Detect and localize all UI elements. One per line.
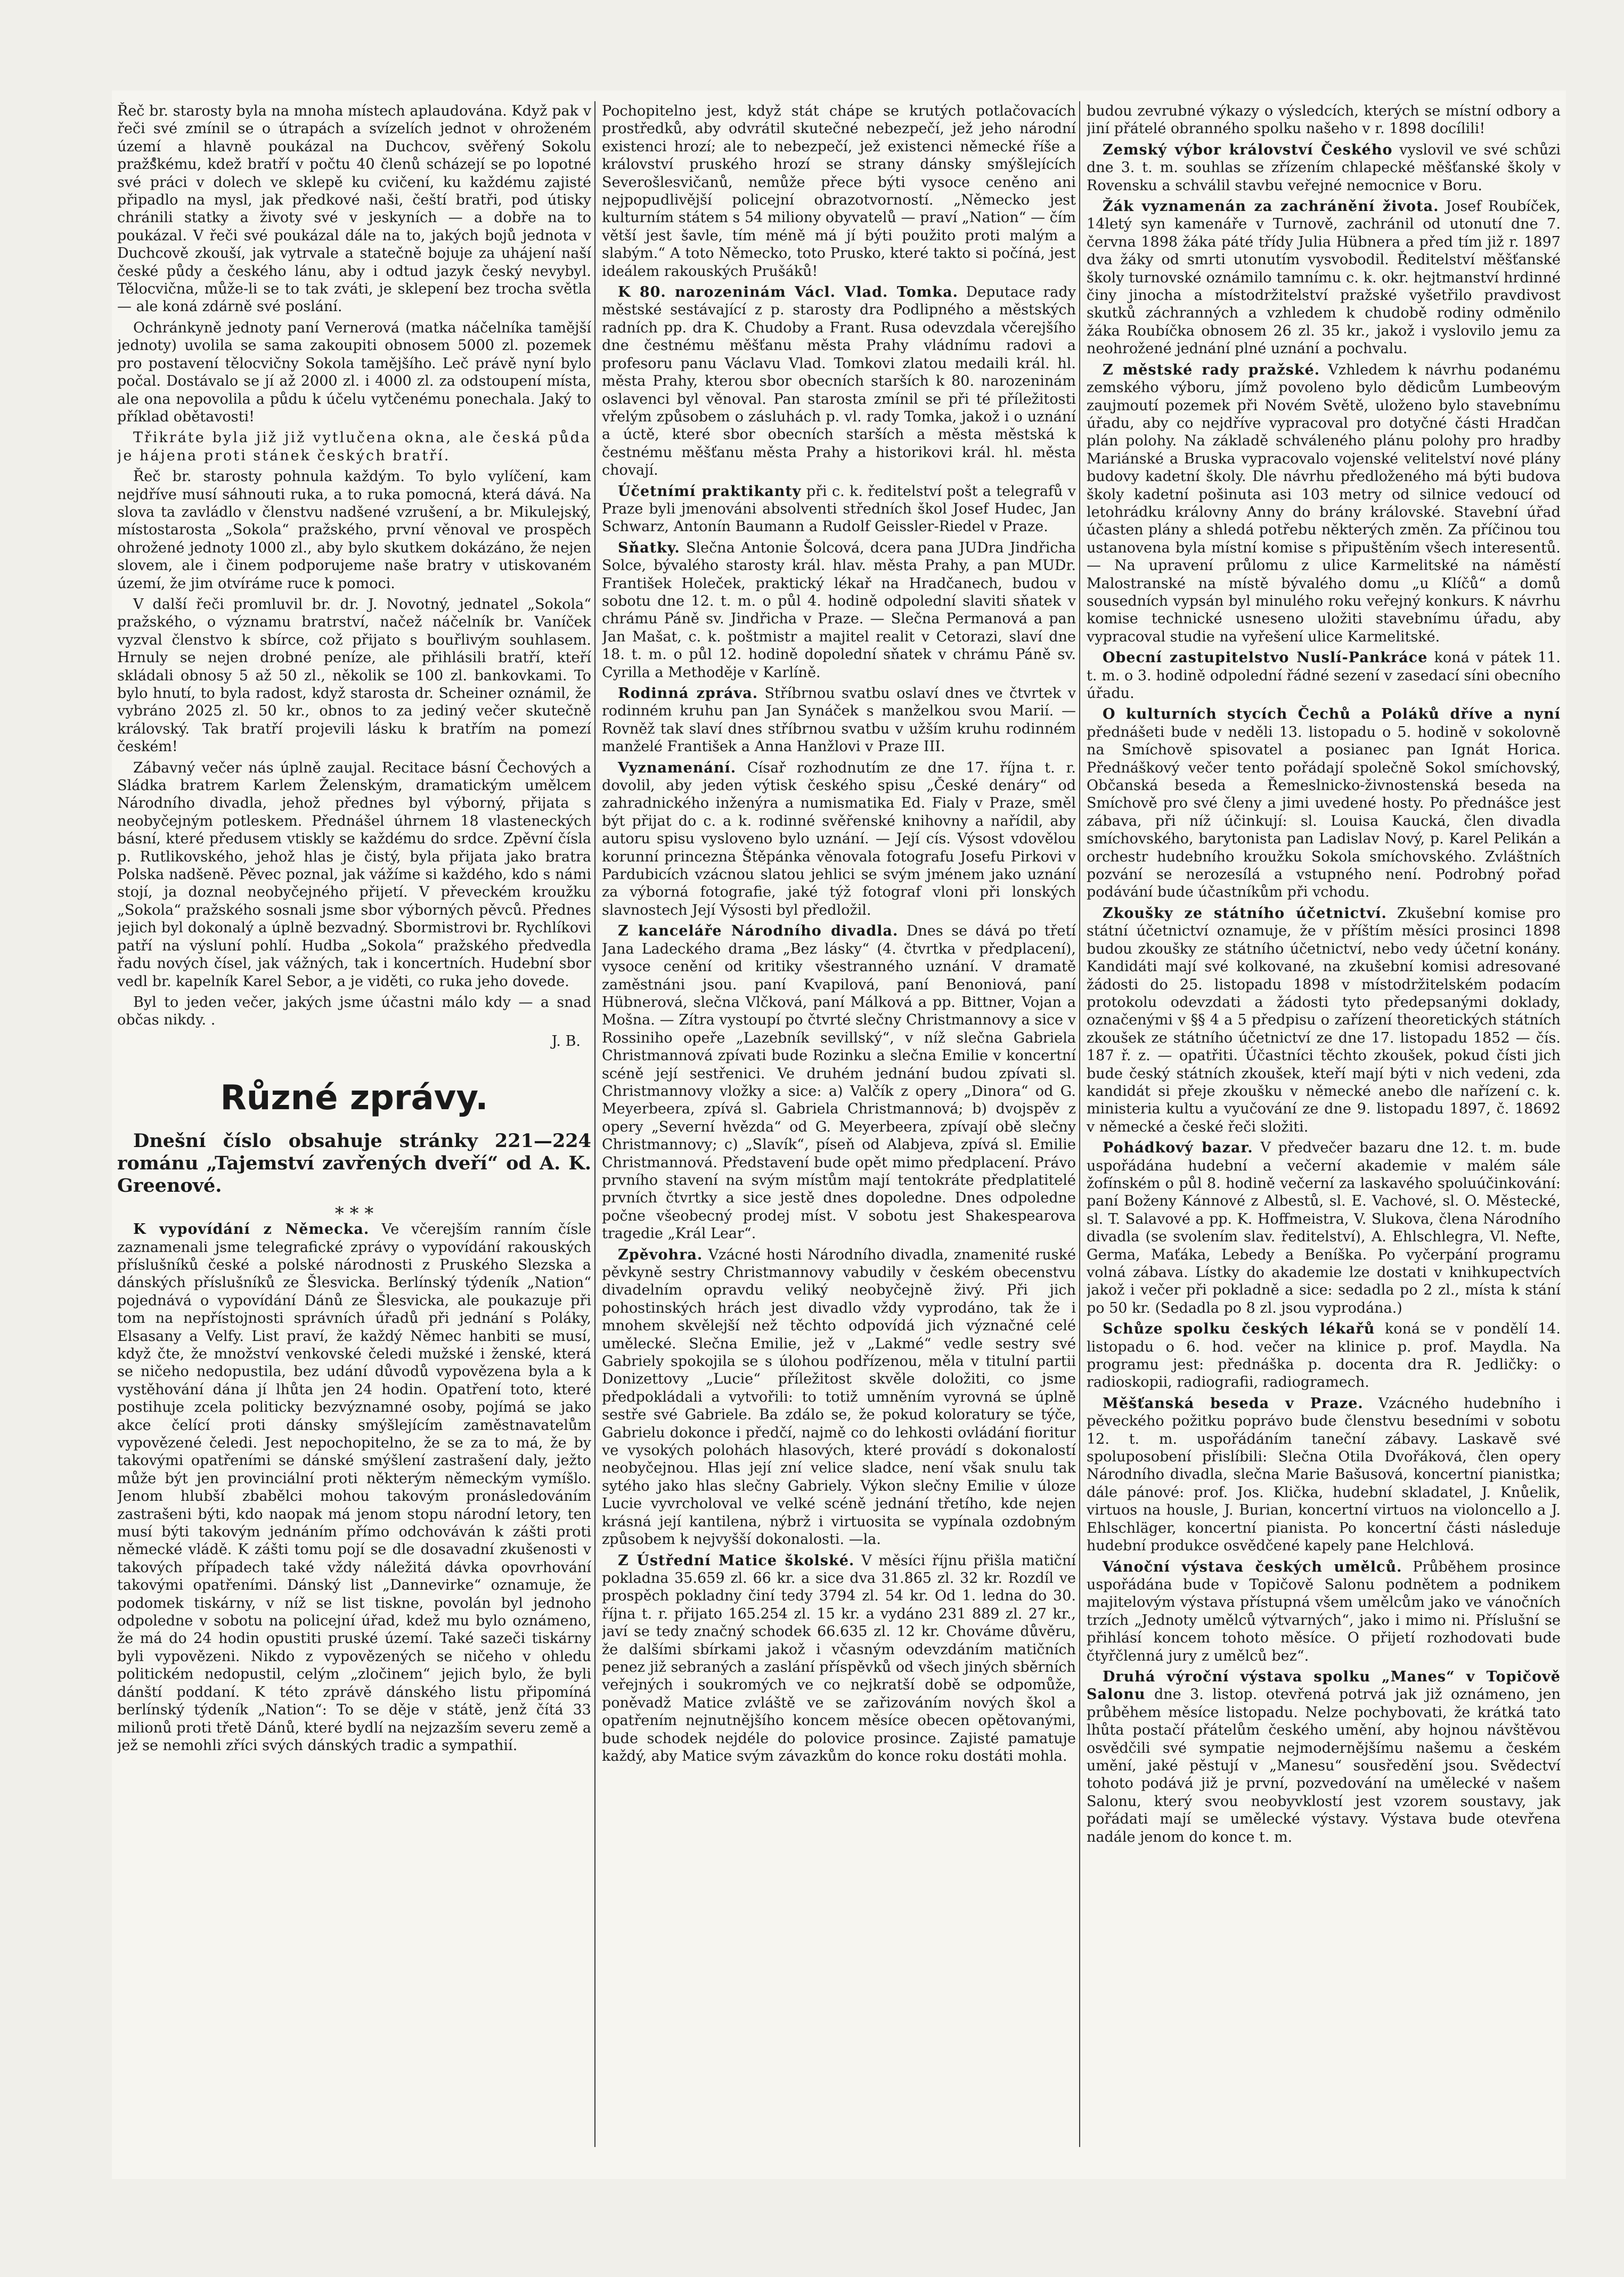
- news-text: vyslovil ve své schůzi dne 3. t. m. souhlas se zřízením chlapecké měšťanské školy v Rovensku a schválil stavbu veřejné nemocnice v Boru.: [1087, 141, 1561, 194]
- news-text: přednášeti bude v neděli 13. listopadu o 5. hodině v sokolovně na Smíchově spisovatel a posianec pan Ignát Horica. Přednáškový večer tento pořádají společně Sokol smíchovský, Občanská beseda a Řemeslnicko-živnostenská beseda na Smíchově pro své členy a jimi uvedené hosty. Po přednášce jest zábava, při níž účinkují: sl. Louisa Kaucká, člen divadla smíchovského, barytonista pan Ladislav Nový, p. Karel Pelikán a orchestr hudebního kroužku Sokola smíchovského. Zvláštních pozvání se nerozesílá a vstupného není. Podrobný pořad podávání bude účastníkům při vchodu.: [1087, 723, 1561, 901]
- news-headline: Schůze spolku českých lékařů: [1103, 1321, 1375, 1338]
- news-text: Josef Roubíček, 14letý syn kamenáře v Turnově, zachránil od utonutí dne 7. června 1898 žáka páté třídy Julia Hübnera a před tím již r. 1897 dva žáky od smrti utonutím vysvobodil. Ředitelství měšťanské školy turnovské oznámilo tamnímu c. k. okr. hejtmanství hrdinné činy jinocha a místodržitelství pražské vyšetřilo pravdivost skutků záchranných a vzhledem k chudobě rodiny odměnilo žáka Roubíčka obnosem 26 zl. 35 kr., jakož i vyslovilo jemu za neohrožené jednání plné uznání a pochvalu.: [1087, 198, 1561, 357]
- news-headline: Druhá výroční výstava spolku „Manes“ v Topičově Salonu: [1087, 1668, 1561, 1703]
- news-headline: Rodinná zpráva.: [618, 685, 758, 702]
- news-text: při c. k. ředitelství pošt a telegrafů v Praze byli jmenováni absolventi středních škol Josef Hudec, Jan Schwarz, Antonín Baumann a Rudolf Geissler-Riedel v Praze.: [602, 483, 1076, 535]
- news-headline: Měšťanská beseda v Praze.: [1103, 1395, 1364, 1412]
- news-headline: Účetnímí praktikanty: [618, 483, 802, 500]
- news-text: Průběhem prosince uspořádána bude v Topičově Salonu podnětem a podnikem majitelovým výstava přístupná všem umělcům jako ve vánočních trzích „Jednoty umělců výtvarných“, jako i mimo ni. Příslušní se přihlásí koncem tohoto měsíce. O přijetí rozhodovati bude čtyřčlenná jury z umělců bez“.: [1087, 1558, 1561, 1664]
- article-paragraph: Byl to jeden večer, jakých jsme účastni málo kdy — a snad občas nikdy. .: [117, 994, 591, 1029]
- news-headline: Vyznamenání.: [618, 759, 737, 776]
- newspaper-page: [112, 91, 1566, 2179]
- news-headline: Sňatky.: [618, 539, 680, 556]
- column-3: [1087, 102, 1561, 2179]
- news-headline: Pohádkový bazar.: [1103, 1140, 1253, 1157]
- news-text: Dnes se dává po třetí Jana Ladeckého drama „Bez lásky“ (4. čtvrtka v předplacení), vysoce cenění od kritiky všestranného uznání. V dramatě zaměstnáni jsou. paní Kvapilová, paní Benoniová, paní Hübnerová, slečna Vlčková, paní Málková a pp. Bittner, Vojan a Mošna. — Zítra vystoupí po čtvrté slečny Christmannovy a sice v Rossiniho opeře „Lazebník sevillský“, v níž slečna Gabriela Christmannová zpívati bude Rozinku a slečna Emilie v koncertní scéně její sestřenici. Ve druhém jednání budou zpívati sl. Christmannovy vložky a sice: a) Valčík z opery „Dinora“ od G. Meyerbeera, zpívá sl. Gabriela Christmannová; b) dvojspěv z opery „Severní hvězda“ od G. Meyerbeera, zpívají obě slečny Christmannovy; c) „Slavík“, píseň od Alabjeva, zpívá sl. Emilie Christmannová. Představení bude opět mimo předplacení. Právo prvního stavení na svým místům mají tentokráte předplatitelé prvních čtvrtky a sice jestě dnes dopoledne. Dnes odpoledne počne všeobecný prodej míst. V sobotu jest Shakespearova tragedie „Král Lear“.: [602, 923, 1076, 1242]
- article-paragraph: Řeč br. starosty pohnula každým. To bylo vylíčení, kam nejdříve musí sáhnouti ruka, a to ruka pomocná, která dává. Na slova ta zavládlo v členstvu nadšené vzrušení, a br. Mikulejský, místostarosta „Sokola“ pražského, první věnoval ve prospěch ohrožené jednoty 1000 zl., aby bylo skutkem dokázáno, že nejen slovem, ale i činem podporujeme naše bratry v utiskovaném území, že jim otvíráme ruce k pomoci.: [117, 468, 591, 592]
- article-signature: J. B.: [551, 1032, 581, 1050]
- column-divider-2: [1079, 101, 1080, 2147]
- news-text: koná v pátek 11. t. m. o 3. hodině odpolední řádné sezení v zasedací síni obecního úřadu.: [1087, 649, 1561, 702]
- column-divider-1: [594, 101, 595, 2147]
- news-text: Deputace rady městské sestávající z p. starosty dra Podlipného a městských radních pp. dra K. Chudoby a Frant. Rusa odevzdala včerejšího dne čestnému měšťanu města Prahy vládnímu radovi a profesoru panu Václavu Vlad. Tomkovi zlatou medaili král. hl. města Prahy, kterou sbor obecních starších k 80. narozeninám oslavenci byl věnoval. Pan starosta zmínil se při té příležitosti vřelým způsobem o zásluhách p. vl. rady Tomka, jakož i o uznání a úctě, které sbor obecních starších a města městská k čestnému měšťanu města Prahy a historikovi král. hl. města chovají.: [602, 284, 1076, 479]
- news-headline: Zemský výbor království Českého: [1103, 141, 1393, 158]
- news-text: V předvečer bazaru dne 12. t. m. bude uspořádána hudební a večerní akademie v malém sále žofínském o půl 8. hodině večerní za laskavého spoluúčinkování: paní Boženy Kánnové z Albestů, sl. E. Vachové, sl. O. Městecké, sl. T. Salavové a pp. K. Hoffmeistra, V. Slukova, člena Národního divadla (se svolením slav. ředitelství), A. Ehlschlegra, Vl. Nefte, Germa, Maťáka, Lebedy a Beníška. Po vyčerpání programu volná zábava. Lístky do akademie lze dostati v knihkupectvích jakož i večer při pokladně a sice: sedadla po 2 zl., místa k stání po 50 kr. (Sedadla po 8 zl. jsou vyprodána.): [1087, 1140, 1561, 1316]
- news-headline: O kulturních stycích Čechů a Poláků dříve a nyní: [1103, 706, 1561, 723]
- news-text: Slečna Antonie Šolcová, dcera pana JUDra Jindřicha Solce, bývalého starosty král. hlav. města Prahy, a pan MUDr. František Holeček, praktický lékař na Hradčanech, budou v sobotu dne 12. t. m. o půl 4. hodině odpolední slaviti sňatek v chrámu Páně sv. Jindřicha v Praze. — Slečna Permanová a pan Jan Mašat, c. k. poštmistr a majitel realit v Cetorazi, slaví dne 18. t. m. o půl 12. hodině dopolední sňatek v chrámu Páně sv. Cyrilla a Methoděje v Karlíně.: [602, 539, 1076, 681]
- article-paragraph: Zábavný večer nás úplně zaujal. Recitace básní Čechových a Sládka bratrem Karlem Želenským, dramatickým umělcem Národního divadla, jehož přednes byl výborný, přijata s neobyčejným potleskem. Přednášel úhrnem 18 vlasteneckých básní, které předusem vtiskly se každému do srdce. Zpěvní čísla p. Rutlikovského, jehož hlas je čistý, byla přijata jako bratra Polska nadšeně. Pěvec poznal, jak vážíme si každého, kdo s námi stojí, ja doznal neobyčejného přijetí. V převeckém kroužku „Sokola“ pražského sosnali jsme sbor výborných pěvců. Přednes jejich byl dokonalý a úplně bezvadný. Sbormistrovi br. Rychlíkovi patří na výsluní pohlí. Hudba „Sokola“ pražského předvedla řadu nových čísel, jak vážných, tak i koncertních. Hudební sbor vedl br. kapelník Karel Sebor, a je viděti, co ruka jeho dovede.: [117, 759, 591, 990]
- news-headline: Vánoční výstava českých umělců.: [1103, 1558, 1402, 1575]
- article-paragraph: Ochránkyně jednoty paní Vernerová (matka náčelníka tamější jednoty) uvolila se sama zakoupiti obnosem 5000 zl. pozemek pro postavení tělocvičny Sokola tamějšího. Leč právě nyní bylo počal. Dostávalo se jí až 2000 zl. i 4000 zl. za odstoupení místa, ale ona nepovolila a půdu k účelu vytčenému ponechala. Jaký to příklad obětavosti!: [117, 319, 591, 425]
- news-text: Vzácné hosti Národního divadla, znamenité ruské pěvkyně sestry Christmannovy vabudily v českém obecenstvu divadelním opravdu veliký neobyčejně živý. Při jich pohostinských hrách jest divadlo vždy vyprodáno, tak že i mnohem skvělejší než těchto odpovídá jich význačné celé umělecké. Slečna Emilie, jež v „Lakmé“ vedle sestry své Gabriely spokojila se s úlohou podřízenou, měla v titulní partii Donizettovy „Lucie“ příležitost skvěle doložiti, co jsme předpokládali a vytvořili: to totiž umněním vyrovná se úplně sestře své Gabriele. Ba zdálo se, že pokud koloratury se týče, Gabrielu dokonce i předčí, najmě co do lehkosti ovládání fioritur ve vysokých polohách hlasových, které provádí s dokonalostí neobyčejnou. Hlas její zní velice sladce, není však snulu tak sytého jako hlas slečny Gabriely. Výkon slečny Emilie v úloze Lucie vyvrcholoval ve velké scéně jednání třetího, kde nejen krásná její kantilena, nýbrž i virtuosita se vypínala ozdobným způsobem k nejvyšší dokonalosti. —la.: [602, 1246, 1076, 1548]
- article-paragraph: budou zevrubné výkazy o výsledcích, kterých se místní odbory a jiní přátelé obranného spolku našeho v r. 1898 docílili!: [1087, 103, 1561, 137]
- news-headline: Z Ústřední Matice školské.: [618, 1552, 855, 1569]
- article-paragraph: Třikráte byla již již vytlučena okna, ale česká půda je hájena proti stánek českých bratří.: [117, 429, 591, 464]
- news-text: dne 3. listop. otevřená potrvá jak již oznámeno, jen průběhem měsíce listopadu. Nelze pochybovati, že krátká tato lhůta postačí přátelům českého umění, aby hojnou návštěvou osvědčili své sympatie nejmodernějšímu našemu a českém umění, jaké pěstují v „Manesu“ sousředění jsou. Svědectví tohoto podává již je první, pozvedování na umělecké v našem Salonu, který svou neobyvklostí jest vzorem soustavy, jak pořádati mají se umělecké výstavy. Výstava bude otevřena nadále jenom do konce t. m.: [1087, 1686, 1561, 1845]
- news-text: Zkušební komise pro státní účetnictví oznamuje, že v příštím měsíci prosinci 1898 budou zkoušky ze státního účetnictví, nebo vedy účetní konány. Kandidáti mají své kolkované, na zkušební komisi adresované žádosti do 25. listopadu 1898 v místodržitelském podacím protokolu odevzdati a žádosti tyto předepsanými doklady, označenými v §§ 4 a 5 předpisu o zařízení theoretických státních zkoušek ze státního účetnictví ze dne 17. listopadu 1852 — čís. 187 ř. z. — opatřiti. Účastníci těchto zkoušek, pokud čísti jich bude český státních zkoušek, kteří mají býti v nich vedeni, zda kandidát si přeje zkoušku v německé anebo dle nařízení c. k. ministeria kultu a vyučování ze dne 9. listopadu 1897, č. 18692 v německé a české řeči složiti.: [1087, 905, 1561, 1135]
- news-headline: K vypovídání z Německa.: [133, 1221, 370, 1238]
- news-text: koná se v pondělí 14. listopadu o 6. hod. večer na klinice p. prof. Maydla. Na programu jest: přednáška p. docenta dra R. Jedličky: o radioskopii, radiografii, radiogramech.: [1087, 1321, 1561, 1391]
- column-2: [602, 102, 1076, 2179]
- news-text: Stříbrnou svatbu oslaví dnes ve čtvrtek v rodinném kruhu pan Jan Synáček s manželkou svou Marií. — Rovněž tak slaví dnes stříbrnou svatbu v užším kruhu rodinném manželé František a Anna Hanžlovi v Praze III.: [602, 685, 1076, 755]
- article-paragraph: Pochopitelno jest, když stát chápe se krutých potlačovacích prostředků, aby odvrátil skutečné nebezpečí, jež jeho národní existenci hrozí; ale to nebezpečí, jež existenci německé říše a království pruského hrozí se strany dánsky smýšlejících Severošlesvičanů, nemůže přece býti vysoce ceněno ani nejpopudlivější policejní obrazotvorností. „Německo jest kulturním státem s 54 miliony obyvatelů — praví „Nation“ — čím větší jest šavle, tím méně má jí býti použito proti malým a slabým.“ A toto Německo, toto Prusko, které takto si počíná, jest ideálem rakouských Prušáků!: [602, 103, 1076, 280]
- news-text: V měsíci říjnu přišla matiční pokladna 35.659 zl. 66 kr. a sice dva 31.865 zl. 32 kr. Rozdíl ve prospěch pokladny činí tedy 3794 zl. 54 kr. Od 1. ledna do 30. října t. r. přijato 165.254 zl. 15 kr. a vydáno 231 889 zl. 27 kr., javí se tedy značný schodek 66.635 zl. 12 kr. Chováme důvěru, že dalšími sbírkami jakož i včasným odevzdáním matičních penez již sebraných a zaslání příspěvků od všech jiných sběrních veřejných i soukromých ve co nejkratší době se odpomůže, poněvadž Matice zvláště ve se zařizováním nových škol a opatřením nejnutnějšího koncem měsíce obecen opětovanými, bude schodek nejdéle do polovice prosince. Zajisté pamatuje každý, aby Matice svým závazkům do konce roku dostáti mohla.: [602, 1552, 1076, 1764]
- section-title: Různé zprávy.: [220, 1078, 488, 1118]
- news-text: Vzácného hudebního i pěveckého požitku poprávo bude členstvu besedními v sobotu 12. t. m. uspořádáním taneční zábavy. Laskavě své spoluposobení přislíbili: Slečna Otila Dvořáková, člen opery Národního divadla, slečna Marie Bašusová, koncertní pianistka; dále pánové: prof. Jos. Klička, hudební skladatel, J. Knůelik, virtuos na housle, J. Burian, koncertní virtuos na violoncello a J. Ehlschläger, koncertní pianista. Po koncertní části následuje hudební produkce osvědčené kapely pane Helchlová.: [1087, 1395, 1561, 1555]
- news-headline: Obecní zastupitelstvo Nuslí-Pankráce: [1103, 649, 1428, 666]
- news-headline: K 80. narozeninám Václ. Vlad. Tomka.: [618, 284, 958, 301]
- news-headline: Z městské rady pražské.: [1103, 361, 1320, 378]
- news-text: Vzhledem k návrhu podanému zemského výboru, jímž povoleno bylo dědicům Lumbeovým zaujmoutí pozemek při Novém Světě, uloženo bylo stavebnímu úřadu, aby co nejdříve vypracoval pro dotyčné části Hradčan plán polohy. Na základě schváleného plánu polohy pro hradby Mariánské a Bruska vypracovalo vojenské velitelství nové plány budovy kadetní školy. Dle návrhu předloženého má býti budova školy kadetní pošinuta asi 103 metry od silnice vedoucí od letohrádku královny Anny do brány královské. Stavební úřad účasten plány a shledá potřebu některých změn. Za příčinou tou ustanovena byla místní komise s připuštěním všech interesentů. — Na upravení průlomu z ulice Karmelitské na náměstí Malostranské na místě bývalého domu „u Klíčů“ a domů sousedních vypsán byl minulého roku veřejný konkurs. K návrhu komise technické usneseno uložiti stavebnímu úřadu, aby vypracoval studie na vyřešení ulice Karmelitské.: [1087, 361, 1561, 645]
- news-text: Ve včerejším ranním čísle zaznamenali jsme telegrafické zprávy o vypovídání rakouských příslušníků české a polské národnosti z Pruského Slezska a dánských příslušníků ze Šlesvicka. Berlínský týdeník „Nation“ pojednává o vypovídání Dánů ze Šlesvicka, ale poukazuje při tom na nepřístojnosti správních úřadů při jednání s Poláky, Elsasany a Velfy. List praví, že každý Němec hanbiti se musí, když čte, že množství venkovské čeledi mužské i ženské, která se ničeho nedopustila, bez udání důvodů vypovězena byla a k vystěhování dána jí lhůta jen 24 hodin. Opatření toto, které postihuje zcela politicky bezvýznamné osoby, pojímá se jako akce čelící proti dánsky smýšlejícím zaměstnavatelům vypovězené čeledi. Jest nepochopitelno, že se za to má, že by takovými opatřeními se dánské smýšlení zastrašení daly, ježto může být jen provinciální proti některým německým vymíšlo. Jenom hlubší zbabělci mohou takovým pronásledováním zastrašeni býti, kdo naopak má jenom stopu národní letory, ten musí býti takovým jednáním přímo odchováván k zášti proti německé vládě. K zášti tomu pojí se dle dosavadní zkušenosti v takových případech také vždy náležitá dávka opovrhování takovými opatřeními. Dánský list „Dannevirke“ oznamuje, že podomek tiskárny, v níž se list tiskne, povolán byl jednoho odpoledne v sobotu na policejní úřad, kdež mu bylo oznámeno, že má do 24 hodin opustiti pruské území. Také sazeči tiskárny byli vypovězeni. Nikdo z vypovězených se ničeho v ohledu politickém nedopustil, celým „zločinem“ jejich bylo, že byli dánští poddaní. K této zprávě dánského listu připomíná berlínský týdeník „Nation“: To se děje v státě, jenž čítá 33 milionů proti třetě Dánů, které bydlí na nejzazším severu země a jež se nemohli zříci svých dánských tradic a sympathií.: [117, 1221, 591, 1754]
- news-headline: Žák vyznamenán za zachránění života.: [1103, 198, 1439, 215]
- separator-stars: * * *: [334, 1203, 374, 1225]
- section-intro: Dnešní číslo obsahuje stránky 221—224 románu „Tajemství zavřených dveří“ od A. K. Greenové.: [117, 1130, 591, 1197]
- column-1: [117, 102, 591, 2179]
- news-headline: Zkoušky ze státního účetnictví.: [1103, 905, 1387, 922]
- news-headline: Zpěvohra.: [618, 1246, 703, 1263]
- article-paragraph: V další řeči promluvil br. dr. J. Novotný, jednatel „Sokola“ pražského, o významu bratrství, načež náčelník br. Vaníček vyzval členstvo k sbírce, což přijato s bouřlivým souhlasem. Hrnuly se nejen drobné peníze, ale přihlásili bratří, kteří skládali obnosy 5 až 50 zl., několik se 100 zl. bankovkami. To bylo hnutí, to byla radost, když starosta dr. Scheiner oznámil, že vybráno 2025 zl. 50 kr., obnos to za jediný večer skutečně královský. Tak bratří projevili lásku k bratřím na pomezí českém!: [117, 596, 591, 755]
- news-text: Císař rozhodnutím ze dne 17. října t. r. dovolil, aby jeden výtisk českého spisu „České denáry“ od zahradnického inženýra a numismatika Ed. Fialy v Praze, směl být přijat do c. a k. rodinné svěřenské knihovny a nařídil, aby autoru spisu vysloveno bylo uznání. — Její cís. Výsost vdovělou korunní princezna Štěpánka věnovala fotografu Josefu Pirkovi v Pardubicích vzácnou slatou jehlici se svým jménem jako uznání za výborná fotografie, jaké týž fotograf vloni při lonských slavnostech Její Výsosti byl předložil.: [602, 759, 1076, 918]
- news-headline: Z kanceláře Národního divadla.: [618, 923, 899, 940]
- article-paragraph: Řeč br. starosty byla na mnoha místech aplaudována. Když pak v řeči své zmínil se o útrapách a svízelích jednot v ohroženém území a hlavně poukázal na Duchcov, svěřený Sokolu pražskému, kdež bratří v počtu 40 členů scházejí se po lopotné své práci v dolech ve sklepě ku cvičení, ku každému zajisté připadlo na mysl, jak předkové naši, čeští bratři, pod útisky chránili statky a životy své v jeskyních — a dobře na to poukázal. V řeči své poukázal dále na to, jakých bojů jednota v Duchcově zkouší, jak vytrvale a statečně bojuje za uhájení naší české půdy a českého lánu, aby i odtud jazyk český nevybyl. Tělocvična, může-li se to tak zváti, je sklepení bez trocha světla — ale koná zdárně své poslání.: [117, 103, 591, 315]
